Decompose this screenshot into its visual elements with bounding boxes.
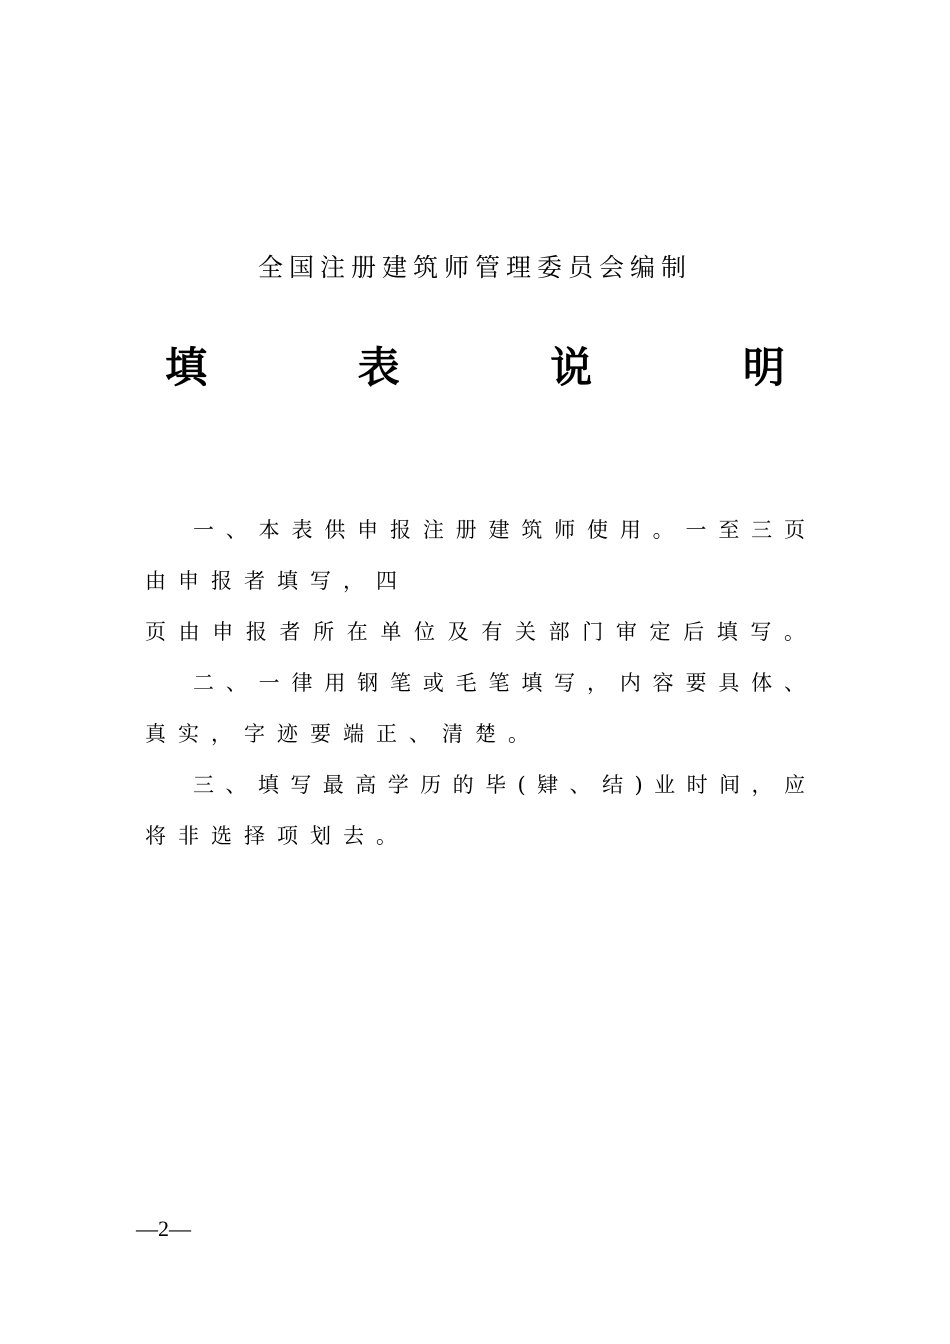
issuer-line: 全国注册建筑师管理委员会编制 — [257, 253, 692, 282]
instruction-line-3: 页由申报者所在单位及有关部门审定后填写。 — [145, 620, 805, 644]
instruction-line-5: 真实，字迹要端正、清楚。 — [145, 722, 541, 746]
instructions-body — [145, 505, 805, 862]
page-number: —2— — [136, 1216, 191, 1241]
instruction-line-7: 将非选择项划去。 — [145, 824, 409, 848]
instruction-line-4: 二、一律用钢笔或毛笔填写，内容要具体、 — [193, 671, 805, 695]
instruction-line-6: 三、填写最高学历的毕(肄、结)业时间，应 — [193, 773, 805, 797]
instruction-line-2: 由申报者填写，四 — [145, 569, 409, 593]
instruction-line-1: 一、本表供申报注册建筑师使用。一至三页 — [193, 518, 805, 542]
page-title: 填 表 说 明 — [165, 343, 853, 392]
